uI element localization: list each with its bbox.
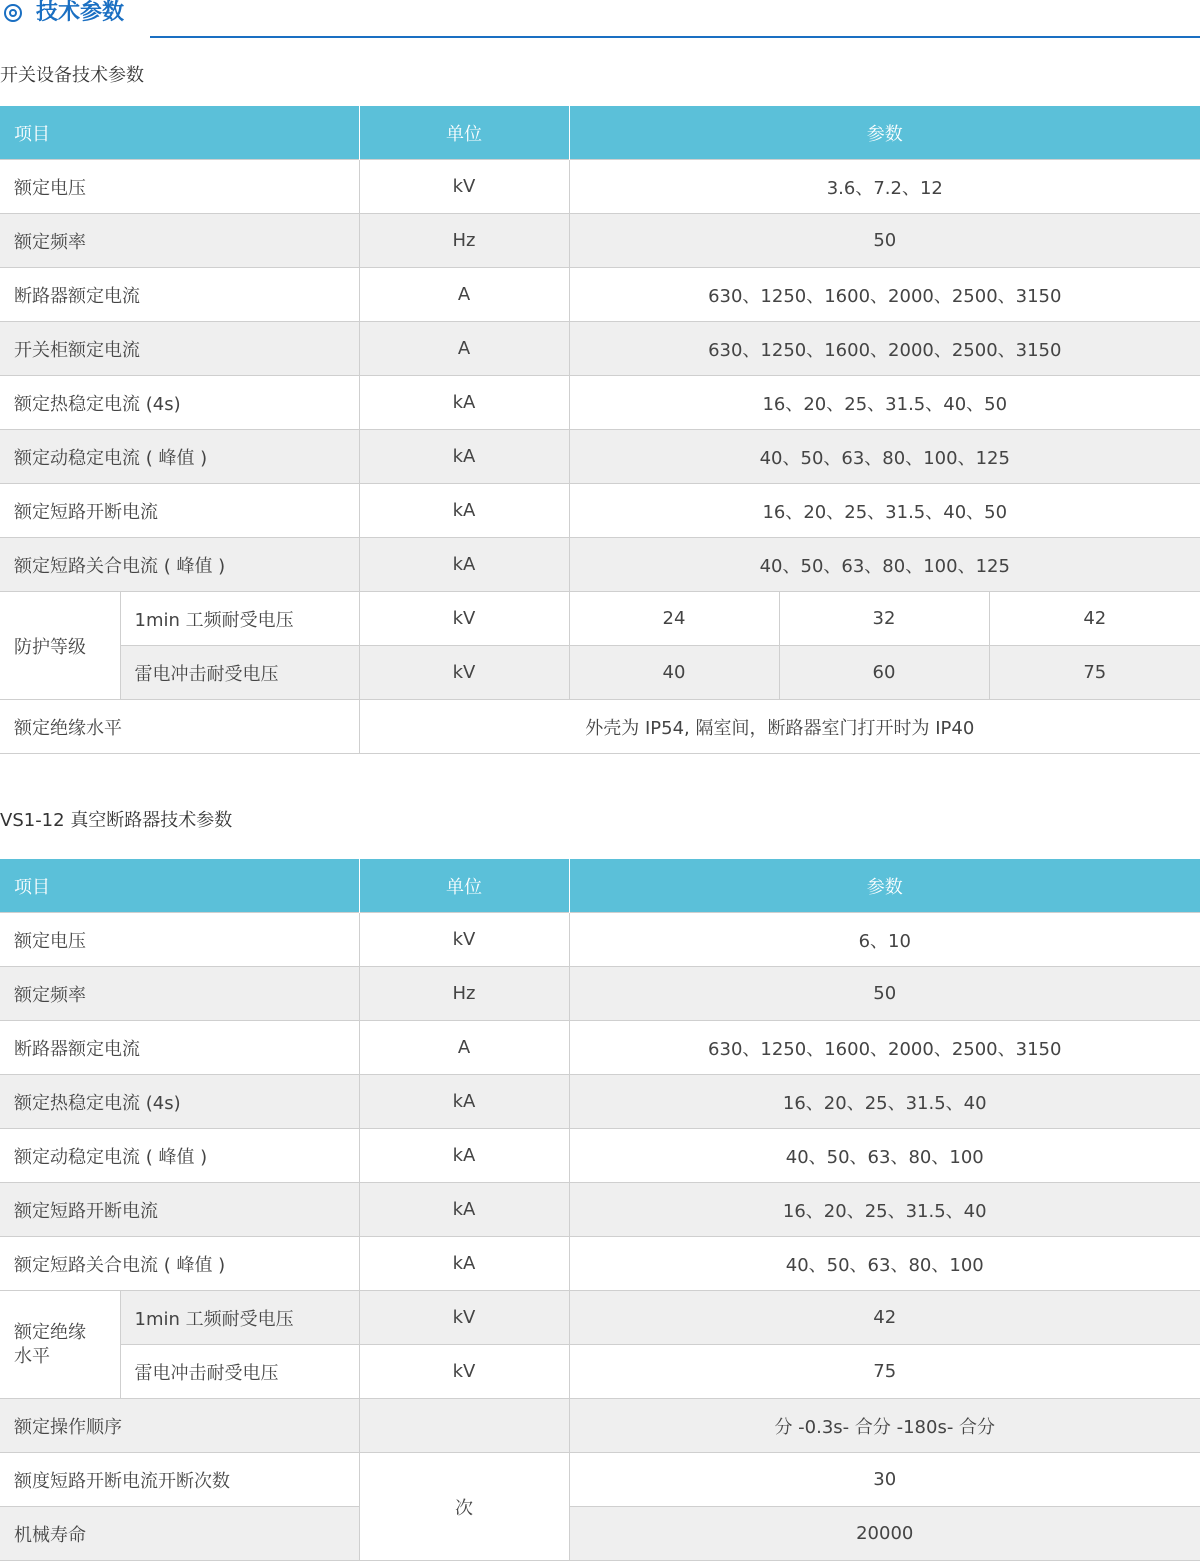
row-item: 额定动稳定电流 ( 峰值 ) [0,1129,359,1183]
table-row [0,430,1200,484]
row-unit: kA [359,484,569,538]
table-row [0,1453,1200,1507]
col-header-unit: 单位 [359,106,569,160]
row-unit: kV [359,913,569,967]
table-row [0,700,1200,754]
row-value: 24 [569,592,779,646]
col-header-item: 项目 [0,859,359,913]
page-title: 技术参数 [36,0,125,25]
table-row [0,1291,1200,1345]
row-value: 40、50、63、80、100 [569,1237,1200,1291]
row-value: 20000 [569,1507,1200,1561]
protection-group-label: 防护等级 [0,592,120,700]
table-row [0,1507,1200,1561]
row-value: 40、50、63、80、100、125 [569,430,1200,484]
table-header-row [0,106,1200,160]
row-unit: A [359,268,569,322]
switchgear-spec-table [0,106,1200,754]
table-row [0,538,1200,592]
table-row [0,268,1200,322]
row-item: 雷电冲击耐受电压 [120,646,359,700]
row-value: 75 [569,1345,1200,1399]
row-unit: Hz [359,967,569,1021]
row-unit: A [359,322,569,376]
row-unit: kV [359,160,569,214]
row-item: 额定频率 [0,214,359,268]
table-header-row [0,859,1200,913]
row-item: 额定绝缘水平 [0,700,359,754]
row-unit: A [359,1021,569,1075]
table-row [0,484,1200,538]
row-value: 16、20、25、31.5、40、50 [569,376,1200,430]
row-value: 6、10 [569,913,1200,967]
row-value: 630、1250、1600、2000、2500、3150 [569,268,1200,322]
row-unit: kA [359,430,569,484]
row-value: 40 [569,646,779,700]
row-value: 50 [569,214,1200,268]
row-item: 额定电压 [0,913,359,967]
row-value: 分 -0.3s- 合分 -180s- 合分 [569,1399,1200,1453]
row-value: 75 [989,646,1200,700]
section1-title: 开关设备技术参数 [0,65,144,86]
row-unit: kA [359,1075,569,1129]
row-item: 额定短路开断电流 [0,484,359,538]
row-unit: kA [359,376,569,430]
table-row [0,592,1200,646]
row-unit: kA [359,1237,569,1291]
row-value: 60 [779,646,989,700]
row-item: 额定电压 [0,160,359,214]
table-row [0,214,1200,268]
row-unit: 次 [359,1453,569,1561]
row-value: 40、50、63、80、100、125 [569,538,1200,592]
row-value: 16、20、25、31.5、40 [569,1075,1200,1129]
row-item: 额定操作顺序 [0,1399,359,1453]
insulation-group-label: 额定绝缘 水平 [0,1291,120,1399]
row-value: 630、1250、1600、2000、2500、3150 [569,1021,1200,1075]
row-unit: kA [359,538,569,592]
row-value: 外壳为 IP54, 隔室间，断路器室门打开时为 IP40 [359,700,1200,754]
table-row [0,322,1200,376]
row-item: 额定热稳定电流 (4s) [0,376,359,430]
col-header-params: 参数 [569,859,1200,913]
row-item: 额定热稳定电流 (4s) [0,1075,359,1129]
row-unit: kV [359,1291,569,1345]
row-item: 额定频率 [0,967,359,1021]
table-row [0,646,1200,700]
table-row [0,1021,1200,1075]
row-item: 额定短路关合电流 ( 峰值 ) [0,538,359,592]
table-row [0,376,1200,430]
row-item: 1min 工频耐受电压 [120,592,359,646]
row-item: 雷电冲击耐受电压 [120,1345,359,1399]
row-value: 42 [569,1291,1200,1345]
row-unit [359,1399,569,1453]
section2-title: VS1-12 真空断路器技术参数 [0,810,233,831]
row-item: 额定短路关合电流 ( 峰值 ) [0,1237,359,1291]
row-value: 30 [569,1453,1200,1507]
row-value: 50 [569,967,1200,1021]
row-item: 额定短路开断电流 [0,1183,359,1237]
row-unit: Hz [359,214,569,268]
table-row [0,967,1200,1021]
row-value: 40、50、63、80、100 [569,1129,1200,1183]
table-row [0,1129,1200,1183]
double-circle-icon [4,4,22,22]
row-item: 额定动稳定电流 ( 峰值 ) [0,430,359,484]
table-row [0,1183,1200,1237]
row-item: 1min 工频耐受电压 [120,1291,359,1345]
row-unit: kA [359,1183,569,1237]
table-row [0,160,1200,214]
row-value: 16、20、25、31.5、40、50 [569,484,1200,538]
row-unit: kV [359,1345,569,1399]
header-divider [150,36,1200,38]
table-row [0,1345,1200,1399]
table-row [0,1399,1200,1453]
row-unit: kV [359,646,569,700]
row-value: 32 [779,592,989,646]
row-value: 3.6、7.2、12 [569,160,1200,214]
table-row [0,913,1200,967]
breaker-spec-table [0,859,1200,1561]
row-unit: kV [359,592,569,646]
section-header [0,0,1200,40]
table-row [0,1075,1200,1129]
row-value: 42 [989,592,1200,646]
row-item: 开关柜额定电流 [0,322,359,376]
row-value: 16、20、25、31.5、40 [569,1183,1200,1237]
col-header-unit: 单位 [359,859,569,913]
row-value: 630、1250、1600、2000、2500、3150 [569,322,1200,376]
row-item: 机械寿命 [0,1507,359,1561]
row-item: 额度短路开断电流开断次数 [0,1453,359,1507]
table-row [0,1237,1200,1291]
row-item: 断路器额定电流 [0,1021,359,1075]
col-header-item: 项目 [0,106,359,160]
col-header-params: 参数 [569,106,1200,160]
row-item: 断路器额定电流 [0,268,359,322]
row-unit: kA [359,1129,569,1183]
